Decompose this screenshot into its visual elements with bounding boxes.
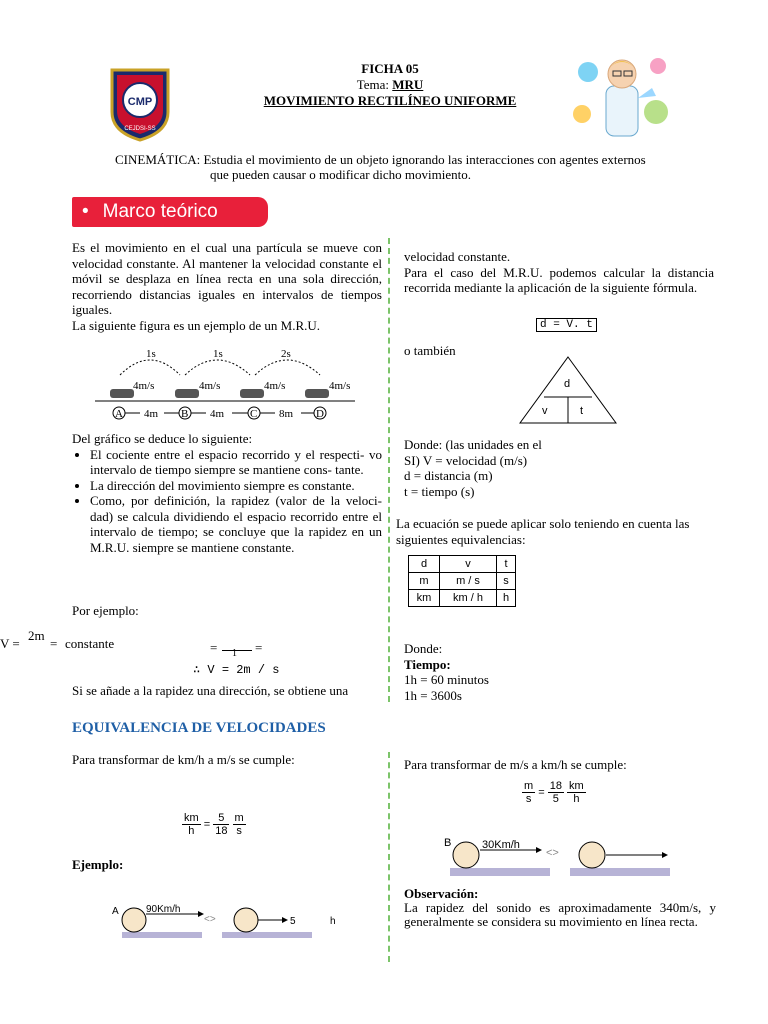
units-table [408, 555, 516, 607]
speed-label-1: 4m/s [133, 380, 155, 392]
page-title: MOVIMIENTO RECTILÍNEO UNIFORME [263, 93, 517, 108]
table-cell: m [409, 573, 440, 590]
eq-constant: constante [65, 636, 115, 651]
example-heading: Ejemplo: [72, 857, 124, 872]
ex-speed: 90Km/h [146, 904, 181, 915]
mru-definition: Es el movimiento en el cual una partícula se mueve con velocidad constante. Al mantener la velocidad constante el móvil se desplaza en línea recta en una sola dirección, recorriendo distancias iguales en intervalos de tiempos iguales. [72, 240, 382, 317]
ex-value: 5 [290, 916, 296, 927]
table-cell: km [409, 590, 440, 607]
intro-line-2: que pueden causar o modificar dicho movimiento. [210, 167, 472, 182]
speed-label-2: 4m/s [199, 380, 221, 392]
table-cell: t [497, 556, 516, 573]
result-velocity: ∴ V = 2m / s [193, 663, 280, 677]
tema-label: Tema: [356, 77, 393, 92]
apply-text: La ecuación se puede aplicar solo teniendo en cuenta las siguientes equivalencias: [396, 516, 690, 547]
obs-speed: 30Km/h [482, 839, 520, 851]
column-divider [388, 238, 390, 702]
frac-den: s [525, 793, 532, 805]
table-cell: d [409, 556, 440, 573]
scientist-illustration [568, 42, 676, 142]
table-cell: m / s [440, 573, 497, 590]
frac-equals: = [203, 818, 211, 831]
ms-to-kmh-text: Para transformar de m/s a km/h se cumple: [404, 757, 627, 772]
frac-den: h [573, 793, 580, 805]
eq2-equals-2: = [255, 640, 263, 655]
bullet-item: • Como, por definición, la rapidez (valor de la veloci- dad) se calcula dividiendo el espacio recorrido entre el intervalo de tiempo; se concluye que la rapidez en un M.R.U. siempre se mantiene constante. [90, 493, 382, 555]
eq2-equals: = [210, 640, 218, 655]
svg-text:D: D [316, 408, 324, 420]
svg-text:B: B [181, 408, 189, 420]
right-p2: Para el caso del M.R.U. podemos calcular la distancia recorrida mediante la aplicación de la siguiente fórmula. [404, 264, 714, 295]
column-divider-lower [388, 752, 390, 962]
intro-line-1: CINEMÁTICA: Estudia el movimiento de un objeto ignorando las interacciones con agentes externos [115, 152, 646, 167]
ex-label: A [112, 906, 119, 917]
frac-num: m [234, 812, 244, 824]
eq-v: V = [0, 636, 20, 651]
frac-num: 5 [213, 812, 229, 825]
frac-den: 5 [552, 793, 559, 805]
distance-label-2: 4m [210, 408, 225, 420]
logo-text: CEJDSI-SS [124, 126, 156, 132]
o-tambien: o también [404, 343, 456, 358]
observation-figure [440, 834, 680, 882]
donde-units-label: Donde: (las unidades en el [404, 437, 542, 452]
frac-num: m [524, 780, 534, 792]
last-line: Si se añade a la rapidez una dirección, se obtiene una [72, 683, 349, 698]
tiempo-line-2: 1h = 3600s [404, 687, 462, 703]
table-cell: s [497, 573, 516, 590]
triangle-v: v [542, 405, 548, 417]
figure-caption: La siguiente figura es un ejemplo de un M.R.U. [72, 317, 321, 333]
donde-label: Donde: [404, 641, 443, 656]
frac-den: h [188, 825, 195, 837]
kmh-to-ms-formula [182, 812, 246, 837]
unit-distance: d = distancia (m) [404, 468, 493, 483]
ms-to-kmh-formula [522, 780, 586, 805]
obs-label: B [444, 837, 452, 849]
distance-formula: d = V. t [536, 318, 597, 332]
equiv-title: EQUIVALENCIA DE VELOCIDADES [72, 720, 326, 736]
triangle-t: t [580, 405, 584, 417]
ex-unit: h [330, 916, 336, 927]
section-banner [72, 197, 268, 227]
observation-label: Observación: [404, 886, 479, 901]
eq2-den: 1 [232, 648, 237, 659]
distance-label-1: 4m [144, 408, 159, 420]
example-figure [112, 900, 352, 942]
formula-triangle [518, 355, 618, 427]
table-cell: v [440, 556, 497, 573]
svg-text:C: C [250, 408, 258, 420]
tiempo-label: Tiempo: [404, 656, 451, 672]
eq-equals: = [50, 636, 58, 651]
right-p1: velocidad constante. [404, 249, 511, 264]
ficha-label: FICHA 05 [361, 61, 419, 76]
eq-num: 2m [28, 628, 45, 643]
tema-value: MRU [392, 77, 424, 92]
observation-text: La rapidez del sonido es aproximadamente 340m/s, y generalmente se considera su movimiento en línea recta. [404, 900, 716, 929]
ex-arrow: <> [204, 914, 216, 925]
svg-text:CMP: CMP [127, 96, 153, 108]
frac-num: 18 [549, 780, 562, 792]
bullet-item: • La dirección del movimiento siempre es constante. [90, 478, 382, 494]
time-label-3: 2s [281, 348, 291, 360]
frac-num: km [184, 812, 199, 824]
time-label-1: 1s [146, 348, 156, 360]
kmh-to-ms-text: Para transformar de km/h a m/s se cumple: [72, 752, 295, 767]
mru-figure [95, 345, 365, 425]
unit-time: t = tiempo (s) [404, 483, 475, 499]
table-cell: h [497, 590, 516, 607]
distance-label-3: 8m [279, 408, 294, 420]
frac-den: s [236, 825, 242, 837]
frac-num: km [569, 780, 584, 792]
unit-velocity: SI) V = velocidad (m/s) [404, 452, 528, 468]
banner-bullet: • [82, 201, 89, 222]
speed-label-3: 4m/s [264, 380, 286, 392]
table-cell: km / h [440, 590, 497, 607]
school-logo [108, 66, 172, 142]
deduce-label: Del gráfico se deduce lo siguiente: [72, 431, 253, 446]
example-label: Por ejemplo: [72, 603, 139, 618]
tiempo-line-1: 1h = 60 minutos [404, 672, 489, 687]
obs-arrow: <> [546, 847, 559, 859]
frac-den: 18 [215, 825, 228, 837]
speed-label-4: 4m/s [329, 380, 351, 392]
frac-equals: = [538, 786, 545, 799]
time-label-2: 1s [213, 348, 223, 360]
svg-text:A: A [115, 408, 123, 420]
banner-label: Marco teórico [102, 201, 218, 222]
bullet-item: • El cociente entre el espacio recorrido y el respecti- vo intervalo de tiempo siempre se mantiene cons- tante. [90, 447, 382, 478]
triangle-d: d [564, 378, 571, 390]
